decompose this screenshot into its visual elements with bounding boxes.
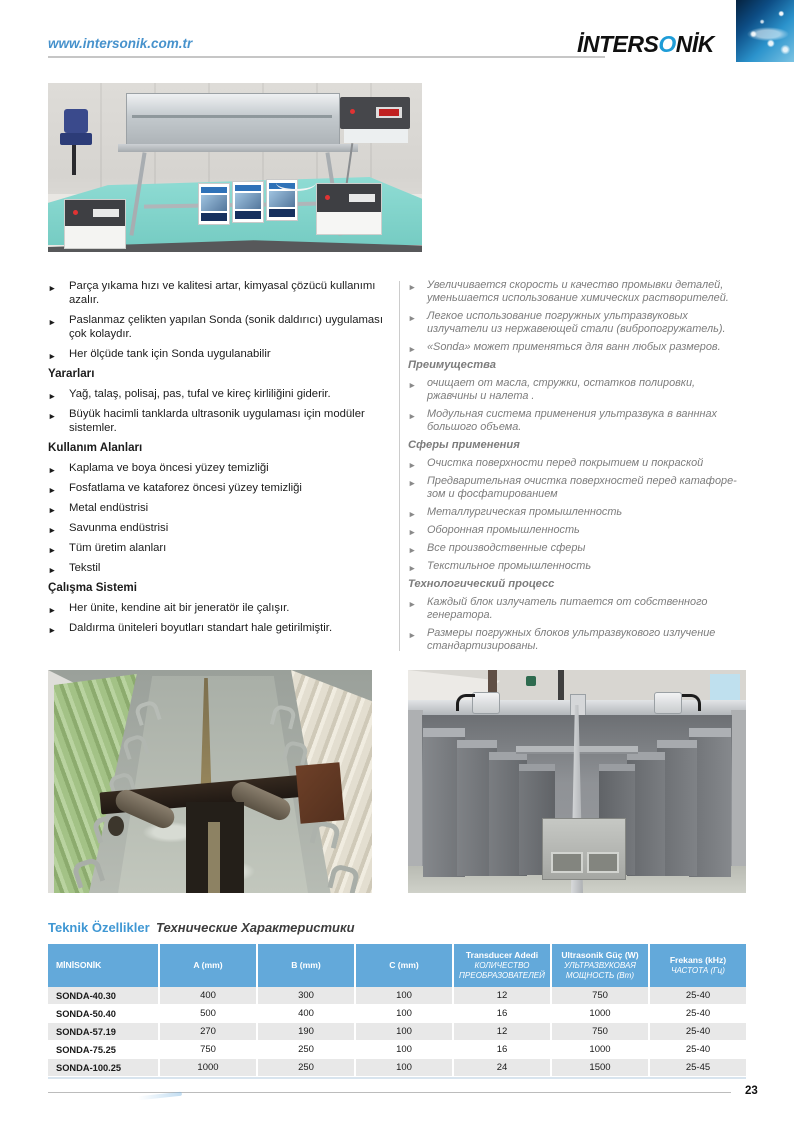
generator-box-bottom-left [64, 199, 126, 249]
list-item [408, 506, 748, 519]
bullet-arrow-icon: ► [408, 344, 417, 354]
table-header-cell [552, 944, 648, 987]
list-item [408, 475, 748, 501]
table-cell: 500 [160, 1005, 256, 1022]
bullet-arrow-icon: ► [408, 599, 417, 609]
table-cell: 16 [454, 1041, 550, 1058]
list-item-text: Очистка поверхности перед покрытием и покраской [427, 457, 704, 469]
generator-pedestal [344, 129, 408, 143]
table-cell: 1000 [552, 1041, 648, 1058]
bullet-arrow-icon: ► [48, 351, 57, 361]
list-item [48, 347, 394, 361]
section-heading: Çalışma Sistemi [48, 581, 137, 594]
bullet-arrow-icon: ► [408, 411, 417, 421]
table-row [48, 1041, 746, 1059]
blue-background-hint [710, 674, 740, 700]
brochure-footer [269, 209, 295, 217]
bullet-arrow-icon: ► [48, 545, 57, 555]
cylinder-end-cap [108, 816, 124, 836]
box-latch [587, 852, 619, 873]
photo-immersion-tank-line [48, 670, 372, 893]
header-label-russian: УЛЬТРАЗВУКОВАЯ МОЩНОСТЬ (Вт) [564, 960, 636, 980]
table-cell: SONDA-57.19 [48, 1023, 158, 1040]
table-cell: 100 [356, 1041, 452, 1058]
section-heading: Технологический процесс [408, 578, 555, 590]
list-item [48, 313, 394, 341]
list-item [408, 560, 748, 573]
bullet-arrow-icon: ► [48, 283, 57, 293]
list-item [48, 501, 394, 515]
bullet-arrow-icon: ► [48, 411, 57, 421]
table-cell: 1000 [552, 1005, 648, 1022]
bullet-arrow-icon: ► [48, 317, 57, 327]
list-item [408, 341, 748, 354]
vibration-mount [654, 692, 682, 714]
table-header-cell [454, 944, 550, 987]
support-column-slot [208, 822, 220, 893]
list-item [48, 621, 394, 635]
chair-back [64, 109, 88, 133]
section-heading: Сферы применения [408, 439, 520, 451]
bullet-arrow-icon: ► [48, 605, 57, 615]
header-label-turkish: Transducer Adedi [465, 950, 539, 961]
generator-led [350, 109, 355, 114]
generator-display [93, 209, 119, 217]
table-cell: 25-45 [650, 1059, 746, 1076]
generator-top-panel [65, 200, 125, 226]
background-object [526, 676, 536, 686]
list-item-text: Savunma endüstrisi [69, 522, 169, 534]
generator-box-bottom-right [316, 183, 382, 235]
list-item-text: Tüm üretim alanları [69, 542, 167, 554]
tank-waterline [132, 115, 332, 118]
list-item [48, 387, 394, 401]
bullet-arrow-icon: ► [408, 478, 417, 488]
header-label-turkish: A (mm) [193, 960, 223, 971]
column-divider [399, 281, 400, 651]
list-item-text: Daldırma üniteleri boyutları standart hale getirilmiştir. [69, 622, 333, 634]
header-label-russian: ЧАСТОТА (Гц) [671, 965, 725, 975]
list-item [408, 524, 748, 537]
table-cell: 16 [454, 1005, 550, 1022]
list-item [48, 279, 394, 307]
white-cable [276, 175, 316, 191]
photo-exhibition-booth [48, 83, 422, 252]
list-item-text: Текстильное промышленность [427, 560, 592, 572]
table-cell: 750 [160, 1041, 256, 1058]
list-item-text: Tekstil [69, 562, 101, 574]
brochure-card [232, 181, 264, 223]
list-item-text: Металлургическая промышленность [427, 506, 623, 518]
bullet-arrow-icon: ► [408, 282, 417, 292]
table-cell: 25-40 [650, 1023, 746, 1040]
section-heading: Yararları [48, 367, 95, 380]
table-cell: 1500 [552, 1059, 648, 1076]
table-cell: SONDA-50.40 [48, 1005, 158, 1022]
list-item [48, 461, 394, 475]
list-item-text: Her ünite, kendine ait bir jeneratör ile çalışır. [69, 602, 290, 614]
list-item [408, 279, 748, 305]
table-header-cell [650, 944, 746, 987]
bullet-arrow-icon: ► [48, 505, 57, 515]
generator-led [325, 195, 330, 200]
list-item-text: Каждый блок излучатель питается от собственного генератора. [427, 596, 708, 621]
list-item-text: «Sonda» может применяться для ванн любых размеров. [427, 341, 721, 353]
bullet-arrow-icon: ► [48, 625, 57, 635]
list-item [408, 310, 748, 336]
bullet-arrow-icon: ► [408, 509, 417, 519]
section-heading: Преимущества [408, 359, 496, 371]
table-cell: 100 [356, 1023, 452, 1040]
list-item [48, 407, 394, 435]
list-item-text: Легкое использование погружных ультразвуковых излучатели из нержавеющей стали (вибропогружатель). [427, 310, 726, 335]
bullet-arrow-icon: ► [408, 313, 417, 323]
header-label-turkish: Ultrasonik Güç (W) [561, 950, 639, 961]
bullet-arrow-icon: ► [408, 527, 417, 537]
list-item-text: Kaplama ve boya öncesi yüzey temizliği [69, 462, 269, 474]
bullet-arrow-icon: ► [48, 565, 57, 575]
bullet-arrow-icon: ► [48, 525, 57, 535]
table-header-cell [48, 944, 158, 987]
list-item-text: Büyük hacimli tanklarda ultrasonik uygulaması için modüler sistemler. [69, 408, 365, 434]
list-item [48, 541, 394, 555]
list-item [408, 627, 748, 653]
intersonik-logo [577, 31, 714, 58]
russian-text-column [408, 279, 748, 658]
ultrasonic-tank [126, 93, 340, 145]
table-cell: SONDA-40.30 [48, 987, 158, 1004]
header-label-turkish: Frekans (kHz) [669, 955, 727, 966]
bullet-arrow-icon: ► [48, 465, 57, 475]
logo-text-left: İNTERS [577, 31, 659, 57]
table-header-cell [258, 944, 354, 987]
table-frame-top [118, 144, 358, 152]
header-label-russian: КОЛИЧЕСТВО ПРЕОБРАЗОВАТЕЛЕЙ [459, 960, 545, 980]
list-item-text: Metal endüstrisi [69, 502, 149, 514]
table-cell: 1000 [160, 1059, 256, 1076]
table-cell: 25-40 [650, 1005, 746, 1022]
list-item-text: Fosfatlama ve kataforez öncesi yüzey temizliği [69, 482, 302, 494]
brochure-image [269, 191, 295, 207]
table-cell: 250 [258, 1059, 354, 1076]
list-item-text: Оборонная промышленность [427, 524, 580, 536]
list-item-text: Все производственные сферы [427, 542, 586, 554]
bullet-arrow-icon: ► [408, 380, 417, 390]
generator-display [349, 194, 375, 202]
footer-divider [48, 1092, 731, 1093]
list-item [408, 408, 748, 434]
chair-leg [72, 145, 76, 175]
table-cell: 400 [160, 987, 256, 1004]
list-item [48, 521, 394, 535]
list-item-text: Увеличивается скорость и качество промывки деталей, уменьшается использование химических растворителей. [427, 279, 729, 304]
header-divider [48, 56, 605, 58]
table-cell: 12 [454, 987, 550, 1004]
header-label-turkish: MİNİSONİK [56, 960, 102, 971]
bullet-arrow-icon: ► [408, 563, 417, 573]
brochure-footer [235, 211, 261, 219]
table-header-row [48, 944, 746, 987]
list-item-text: Модульная система применения ультразвука в ванннах большого объема. [427, 408, 717, 433]
generator-display [376, 107, 402, 118]
list-item [48, 561, 394, 575]
table-row [48, 1005, 746, 1023]
water-splash-image [736, 0, 794, 62]
turkish-text-column [48, 279, 394, 641]
table-header-cell [356, 944, 452, 987]
list-item [408, 457, 748, 470]
generator-top-panel [317, 184, 381, 212]
list-item-text: Parça yıkama hızı ve kalitesi artar, kimyasal çözücü kullanımı azalır. [69, 280, 376, 306]
table-cell: 24 [454, 1059, 550, 1076]
chair-seat [60, 133, 92, 145]
table-header-cell [160, 944, 256, 987]
bullet-arrow-icon: ► [48, 391, 57, 401]
table-cell: 400 [258, 1005, 354, 1022]
fixture-end-plate [296, 762, 345, 824]
list-item-text: Paslanmaz çelikten yapılan Sonda (sonik daldırıcı) uygulaması çok kolaydır. [69, 314, 383, 340]
page-number: 23 [745, 1085, 758, 1097]
mount-cable [682, 694, 701, 711]
table-cell: 750 [552, 1023, 648, 1040]
table-cell: 25-40 [650, 1041, 746, 1058]
list-item-text: Her ölçüde tank için Sonda uygulanabilir [69, 348, 271, 360]
brochure-footer [201, 213, 227, 221]
table-row [48, 1059, 746, 1077]
table-cell: SONDA-100.25 [48, 1059, 158, 1076]
header-label-turkish: B (mm) [291, 960, 321, 971]
website-url[interactable]: www.intersonik.com.tr [48, 36, 193, 51]
brochure-stripe [201, 187, 227, 193]
logo-letter-o: O [658, 31, 676, 57]
bullet-arrow-icon: ► [48, 485, 57, 495]
brochure-image [235, 193, 261, 209]
table-cell: 270 [160, 1023, 256, 1040]
list-item [48, 481, 394, 495]
logo-text-right: NİK [675, 31, 714, 57]
table-row [48, 987, 746, 1005]
generator-led [73, 210, 78, 215]
list-item-text: Размеры погружных блоков ультразвукового излучение стандартизированы. [427, 627, 716, 652]
list-item-text: Yağ, talaş, polisaj, pas, tufal ve kireç kirliliğini giderir. [69, 388, 331, 400]
list-item [48, 601, 394, 615]
table-cell: 300 [258, 987, 354, 1004]
table-cell: 100 [356, 987, 452, 1004]
generator-digits [379, 109, 399, 116]
list-item [408, 596, 748, 622]
bottom-center-box [542, 818, 626, 880]
table-cell: 100 [356, 1005, 452, 1022]
table-cell: 100 [356, 1059, 452, 1076]
specs-title-turkish: Teknik Özellikler [48, 920, 150, 935]
generator-box-right-top [340, 97, 410, 129]
list-item-text: Предварительная очистка поверхностей перед катафоре- зом и фосфатированием [427, 475, 737, 500]
table-cell: 190 [258, 1023, 354, 1040]
bullet-arrow-icon: ► [408, 545, 417, 555]
bullet-arrow-icon: ► [408, 460, 417, 470]
list-item [408, 542, 748, 555]
table-cell: 25-40 [650, 987, 746, 1004]
section-heading: Kullanım Alanları [48, 441, 143, 454]
brochure-image [201, 195, 227, 211]
table-cell: SONDA-75.25 [48, 1041, 158, 1058]
table-cell: 750 [552, 987, 648, 1004]
table-cell: 12 [454, 1023, 550, 1040]
list-item [408, 377, 748, 403]
photo-transducer-tank-interior [408, 670, 746, 893]
bullet-arrow-icon: ► [408, 630, 417, 640]
specs-title-russian: Технические Характеристики [156, 920, 355, 935]
brochure-card [198, 183, 230, 225]
box-latch [551, 852, 583, 873]
mount-cable [456, 694, 475, 711]
list-item-text: очищает от масла, стружки, остатков полировки, ржавчины и налета . [427, 377, 696, 402]
header-label-turkish: C (mm) [389, 960, 419, 971]
table-cell: 250 [258, 1041, 354, 1058]
table-row [48, 1023, 746, 1041]
brochure-stripe [235, 185, 261, 191]
specs-table [48, 944, 746, 1079]
vibration-mount [472, 692, 500, 714]
background-post [558, 670, 564, 704]
